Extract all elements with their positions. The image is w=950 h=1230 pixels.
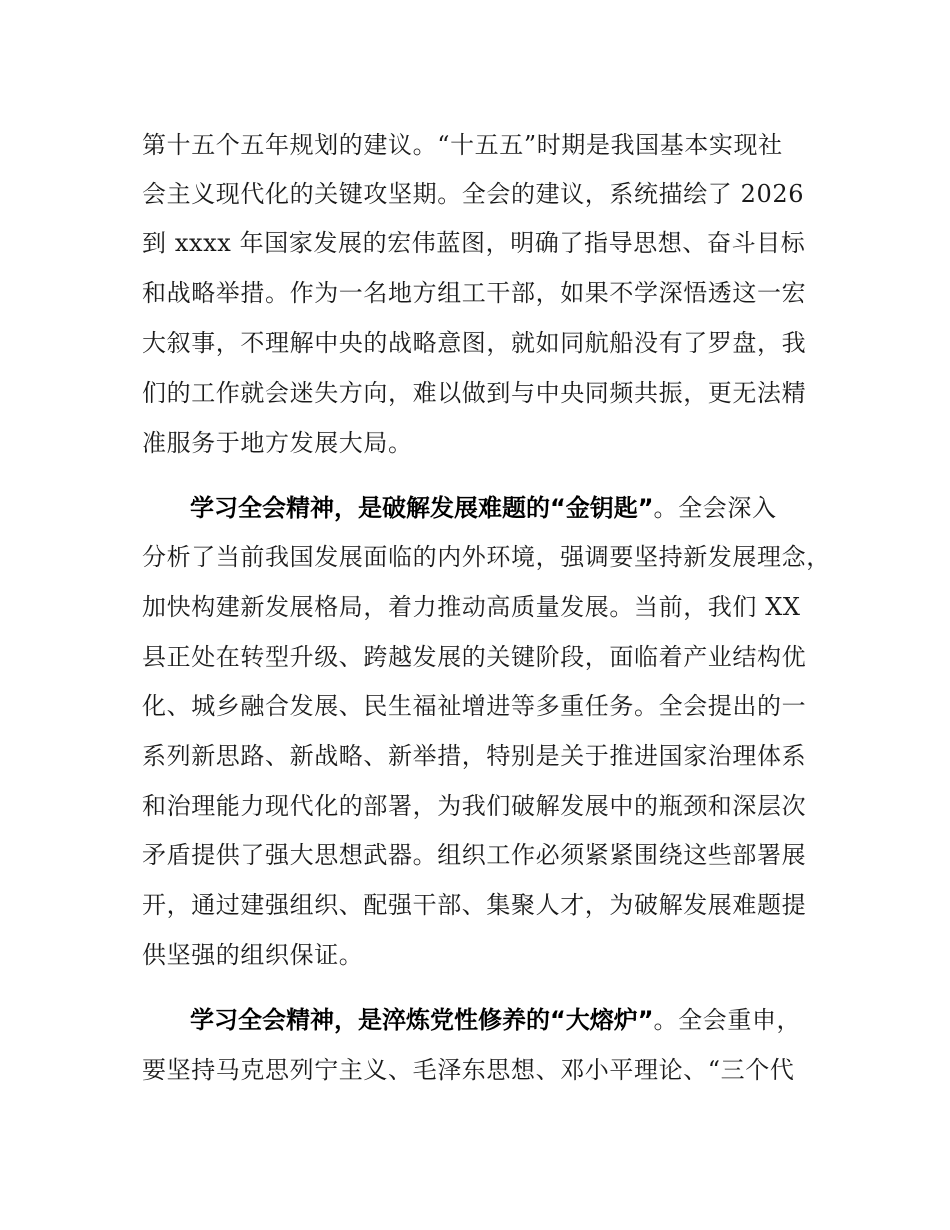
- text-line: 系列新思路、新战略、新举措，特别是关于推进国家治理体系: [142, 742, 807, 770]
- text-span: 。全会深入: [653, 494, 777, 522]
- text-line: 和治理能力现代化的部署，为我们破解发展中的瓶颈和深层次: [142, 792, 807, 820]
- text-line: 会主义现代化的关键攻坚期。全会的建议，系统描绘了 2026: [142, 180, 805, 208]
- text-line: 到 xxxx 年国家发展的宏伟蓝图，明确了指导思想、奋斗目标: [142, 229, 806, 257]
- text-line: [190, 493, 890, 523]
- text-line: 县正处在转型升级、跨越发展的关键阶段，面临着产业结构优: [142, 643, 807, 671]
- paragraph-heading: 学习全会精神，是淬炼党性修养的“大熔炉”: [190, 1006, 654, 1034]
- text-line: 第十五个五年规划的建议。“十五五”时期是我国基本实现社: [142, 131, 783, 159]
- text-line: 矛盾提供了强大思想武器。组织工作必须紧紧围绕这些部署展: [142, 841, 807, 869]
- paragraph-heading: 学习全会精神，是破解发展难题的“金钥匙”: [190, 494, 654, 522]
- text-line: 准服务于地方发展大局。: [142, 429, 413, 457]
- text-line: 化、城乡融合发展、民生福祉增进等多重任务。全会提出的一: [142, 692, 807, 720]
- text-line: 和战略举措。作为一名地方组工干部，如果不学深悟透这一宏: [142, 279, 807, 307]
- text-line: [190, 1005, 890, 1035]
- text-line: 们的工作就会迷失方向，难以做到与中央同频共振，更无法精: [142, 379, 807, 407]
- text-line: 分析了当前我国发展面临的内外环境，强调要坚持新发展理念，: [142, 543, 831, 571]
- text-line: 加快构建新发展格局，着力推动高质量发展。当前，我们 XX: [142, 593, 801, 621]
- text-line: 供坚强的组织保证。: [142, 941, 364, 969]
- text-line: 开，通过建强组织、配强干部、集聚人才，为破解发展难题提: [142, 891, 807, 919]
- text-line: 要坚持马克思列宁主义、毛泽东思想、邓小平理论、“三个代: [142, 1056, 795, 1084]
- text-line: 大叙事，不理解中央的战略意图，就如同航船没有了罗盘，我: [142, 329, 807, 357]
- text-span: 。全会重申，: [653, 1006, 802, 1034]
